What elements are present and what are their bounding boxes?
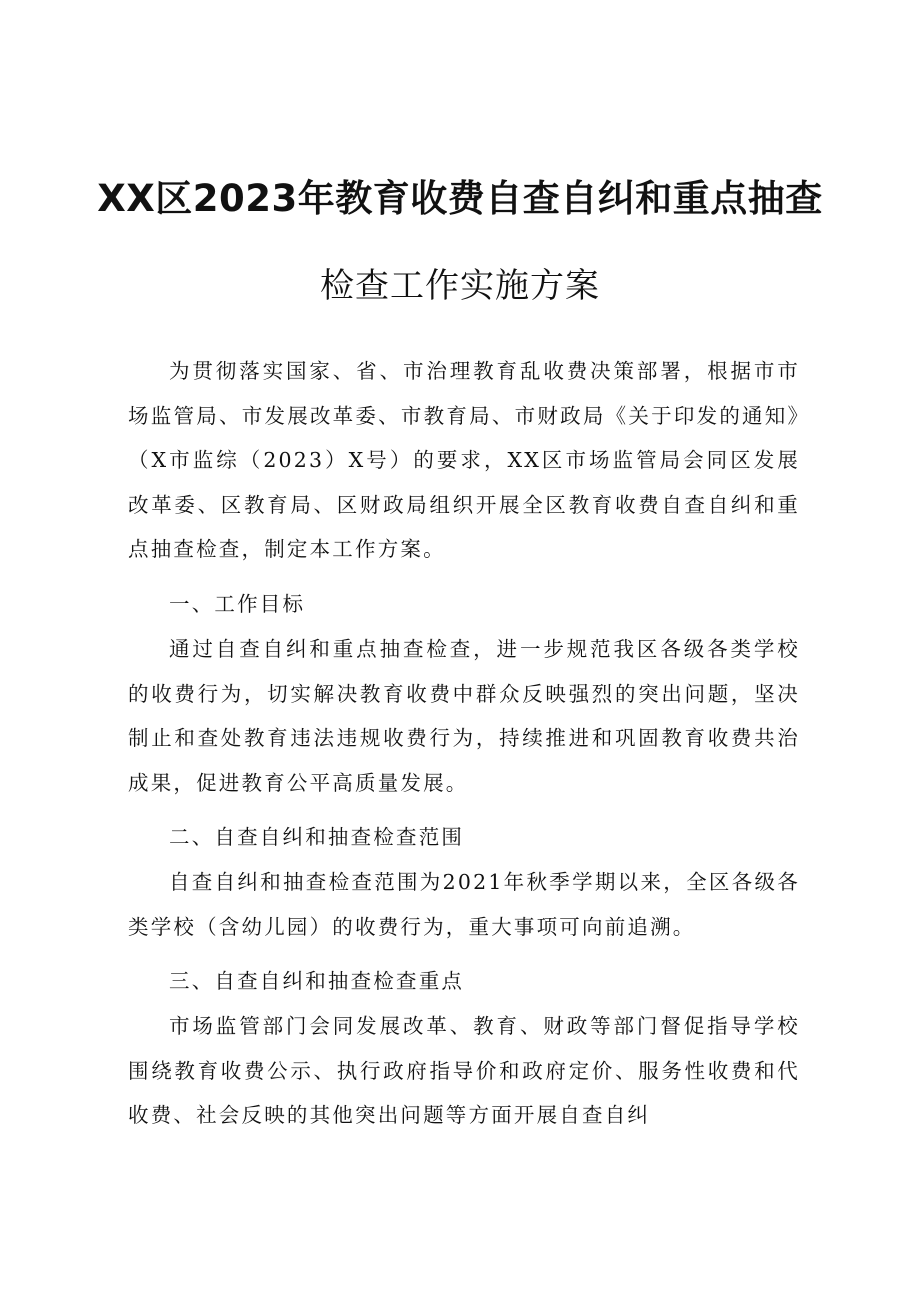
section-heading-work-goals: 一、工作目标 — [169, 592, 306, 616]
section-3-heading-block — [128, 959, 800, 1004]
section-2-body-block — [128, 860, 800, 949]
section-3-body-block — [128, 1004, 800, 1138]
document-title-line-2: 检查工作实施方案 — [320, 266, 600, 306]
section-heading-inspection-scope: 二、自查自纠和抽查检查范围 — [169, 825, 465, 849]
section-2-heading-block — [128, 815, 800, 860]
section-1-body-block — [128, 627, 800, 805]
section-body-work-goals: 通过自查自纠和重点抽查检查，进一步规范我区各级各类学校的收费行为，切实解决教育收费中群众反映强烈的突出问题，坚决制止和查处教育违法违规收费行为，持续推进和巩固教育收费共治成果，促进教育公平高质量发展。 — [128, 637, 800, 795]
section-heading-inspection-focus: 三、自查自纠和抽查检查重点 — [169, 969, 465, 993]
intro-block — [128, 349, 800, 572]
intro-paragraph: 为贯彻落实国家、省、市治理教育乱收费决策部署，根据市市场监管局、市发展改革委、市教育局、市财政局《关于印发的通知》（X市监综（2023）X号）的要求，XX区市场监管局会同区发展改革委、区教育局、区财政局组织开展全区教育收费自查自纠和重点抽查检查，制定本工作方案。 — [128, 359, 800, 561]
section-body-inspection-scope: 自查自纠和抽查检查范围为2021年秋季学期以来，全区各级各类学校（含幼儿园）的收费行为，重大事项可向前追溯。 — [128, 870, 800, 939]
document-title-line-1: XX区2023年教育收费自查自纠和重点抽查 — [97, 177, 823, 220]
section-1-heading-block — [128, 582, 800, 627]
section-body-inspection-focus: 市场监管部门会同发展改革、教育、财政等部门督促指导学校围绕教育收费公示、执行政府指导价和政府定价、服务性收费和代收费、社会反映的其他突出问题等方面开展自查自纠 — [128, 1014, 800, 1127]
